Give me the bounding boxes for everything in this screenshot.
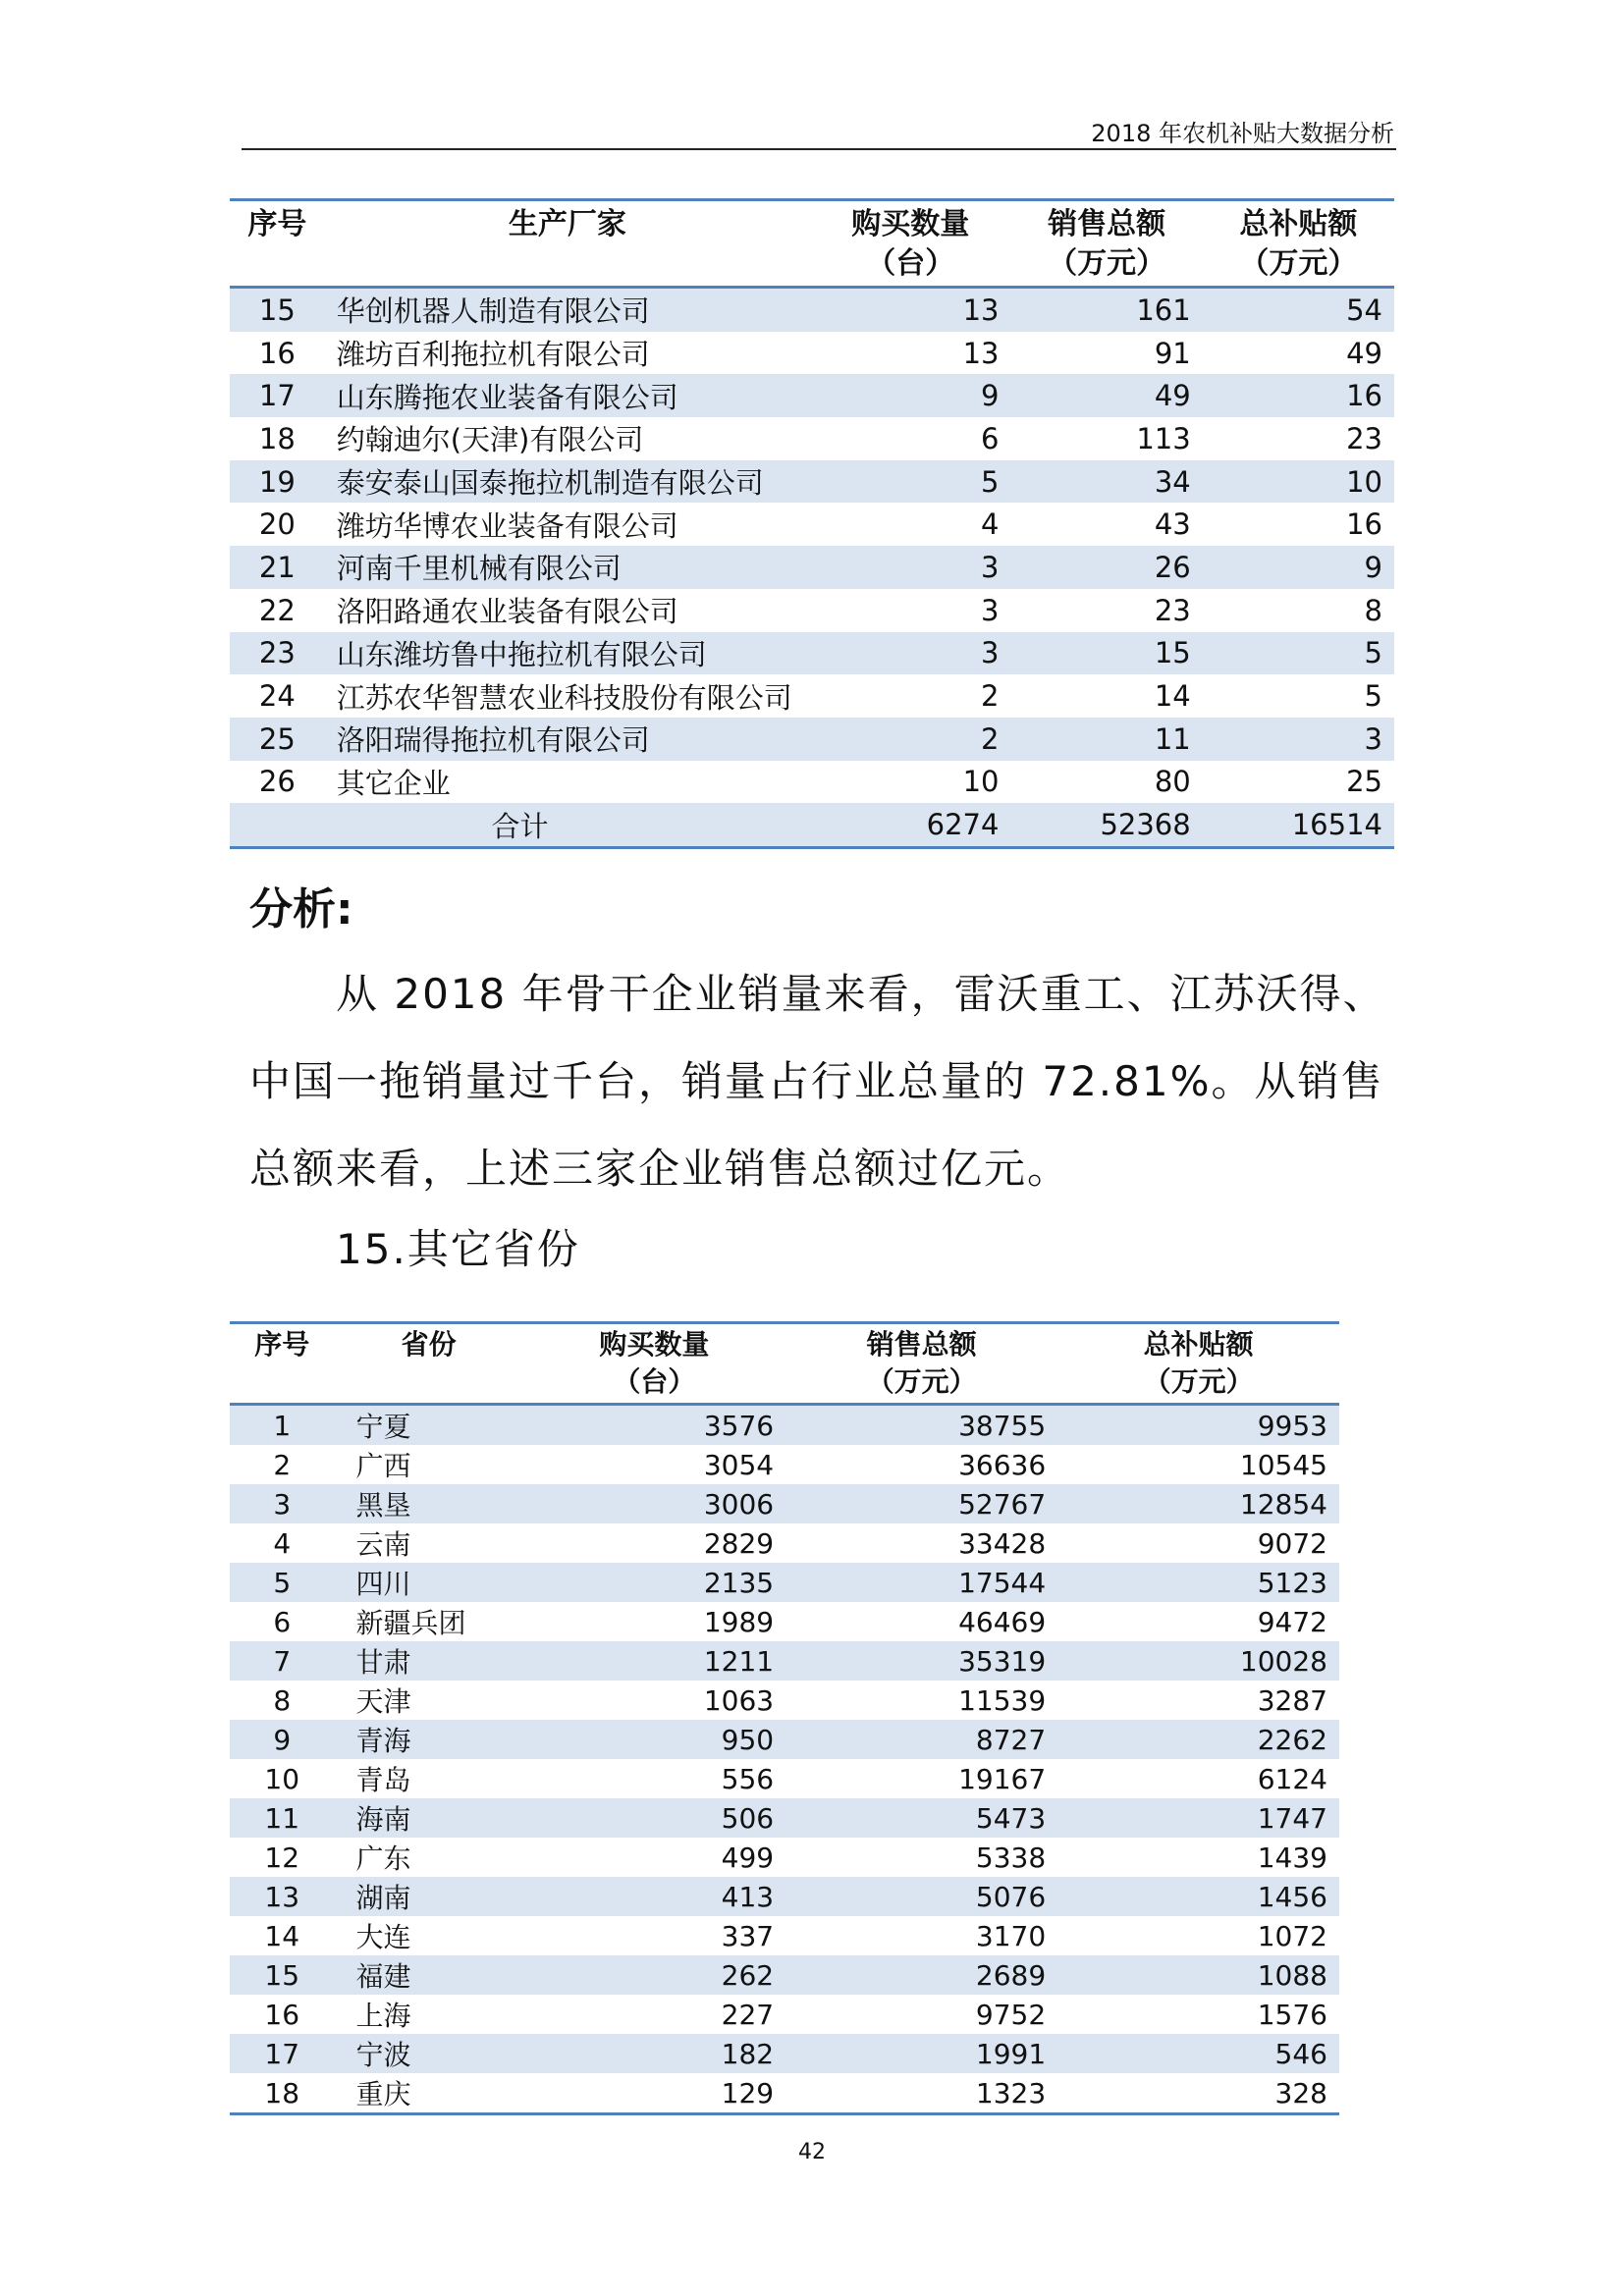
cell-quantity: 1989 [703,1605,775,1638]
cell-sales: 5338 [975,1841,1047,1874]
cell-name: 四川 [355,1568,411,1600]
cell-name: 江苏农华智慧农业科技股份有限公司 [336,680,792,715]
cell-row-number: 14 [264,1919,300,1952]
cell-row-number: 12 [264,1841,300,1874]
cell-quantity: 413 [721,1880,775,1913]
cell-quantity: 129 [721,2076,775,2109]
province-table-body [230,1405,1339,2114]
cell-row-number: 7 [273,1644,292,1678]
cell-subsidy: 8 [1364,593,1382,627]
cell-subsidy: 9072 [1257,1526,1327,1560]
cell-subsidy: 9953 [1257,1409,1327,1442]
cell-name: 山东潍坊鲁中拖拉机有限公司 [336,637,707,671]
cell-name: 潍坊百利拖拉机有限公司 [336,338,650,372]
table-row [230,1523,1339,1563]
cell-sales: 52767 [958,1487,1047,1521]
table-row [230,1955,1339,1995]
cell-row-number: 10 [264,1762,300,1795]
table-row [230,1484,1339,1523]
cell-subsidy: 10028 [1239,1644,1327,1678]
cell-subsidy: 1439 [1257,1841,1327,1874]
cell-sales: 46469 [958,1605,1047,1638]
table-row [230,417,1394,460]
cell-row-number: 3 [273,1487,292,1521]
col-header-no: 序号 [254,1328,310,1361]
cell-name: 华创机器人制造有限公司 [336,294,650,329]
cell-name: 黑垦 [355,1489,411,1522]
cell-quantity: 5 [981,464,1000,499]
cell-subsidy: 328 [1274,2076,1327,2109]
table-row [230,761,1394,804]
cell-sales: 33428 [958,1526,1047,1560]
cell-row-number: 18 [258,421,296,455]
cell-quantity: 6 [981,421,1000,455]
cell-name: 福建 [355,1960,411,1993]
table-row [230,589,1394,632]
cell-sales: 3170 [975,1919,1047,1952]
cell-sales: 1323 [975,2076,1047,2109]
cell-name: 天津 [355,1685,411,1718]
table-row [230,1602,1339,1641]
cell-sales: 1991 [975,2037,1047,2070]
cell-row-number: 5 [273,1566,292,1599]
cell-row-number: 15 [264,1958,300,1992]
cell-quantity: 2829 [703,1526,775,1560]
table-row [230,1838,1339,1877]
table-row [230,2073,1339,2114]
cell-subsidy: 5123 [1257,1566,1327,1599]
province-sales-table [230,1321,1339,2115]
cell-row-number: 6 [273,1605,292,1638]
cell-quantity: 2 [981,721,1000,756]
col-header-quantity: 购买数量 （台） [599,1328,710,1398]
cell-subsidy: 1072 [1257,1919,1327,1952]
cell-quantity: 3054 [703,1448,775,1481]
col-header-subsidy: 总补贴额 （万元） [1239,207,1358,281]
cell-subsidy: 1576 [1257,1998,1327,2031]
cell-sales: 5076 [975,1880,1047,1913]
cell-subsidy: 1456 [1257,1880,1327,1913]
table-row [230,332,1394,375]
manufacturer-table-body [230,288,1394,848]
cell-name: 河南千里机械有限公司 [336,552,622,586]
cell-row-number: 25 [258,721,296,756]
cell-name: 海南 [355,1803,411,1836]
table-row [230,1563,1339,1602]
cell-subsidy: 12854 [1239,1487,1327,1521]
cell-name: 潍坊华博农业装备有限公司 [336,508,678,543]
table-row [230,1405,1339,1446]
cell-sales: 80 [1154,765,1191,799]
cell-name: 湖南 [355,1882,411,1914]
table-row [230,374,1394,417]
cell-sales: 14 [1154,679,1191,714]
cell-sales: 91 [1154,336,1191,370]
analysis-paragraph: 从 2018 年骨干企业销量来看，雷沃重工、江苏沃得、中国一拖销量过千台，销量占行业总量的 72.81%。从销售总额来看，上述三家企业销售总额过亿元。 [249,970,1386,1193]
cell-sales: 23 [1154,593,1191,627]
cell-quantity: 13 [962,293,1000,327]
cell-name: 大连 [355,1921,411,1953]
cell-row-number: 16 [264,1998,300,2031]
table-row [230,503,1394,546]
table-total-row [230,803,1394,847]
cell-quantity: 182 [721,2037,775,2070]
cell-name: 宁夏 [355,1411,411,1443]
cell-quantity: 13 [962,336,1000,370]
col-header-sales: 销售总额 （万元） [1048,207,1166,281]
table-header-row [230,200,1394,288]
table-row [230,1720,1339,1759]
cell-quantity: 3006 [703,1487,775,1521]
col-header-subsidy: 总补贴额 （万元） [1143,1328,1254,1398]
cell-quantity: 2 [981,679,1000,714]
cell-name: 重庆 [355,2078,411,2110]
cell-row-number: 24 [258,679,296,714]
table-row [230,1641,1339,1681]
total-subsidy: 16514 [1291,808,1382,842]
cell-quantity: 227 [721,1998,775,2031]
cell-subsidy: 10545 [1239,1448,1327,1481]
cell-subsidy: 546 [1274,2037,1327,2070]
cell-subsidy: 25 [1346,765,1382,799]
cell-row-number: 17 [264,2037,300,2070]
cell-name: 约翰迪尔(天津)有限公司 [336,423,644,457]
cell-quantity: 10 [962,765,1000,799]
cell-row-number: 17 [258,379,296,413]
cell-name: 宁波 [355,2039,411,2071]
cell-name: 甘肃 [355,1646,411,1679]
cell-subsidy: 10 [1346,464,1382,499]
cell-name: 上海 [355,2000,411,2032]
running-header: 2018 年农机补贴大数据分析 [1091,120,1394,147]
cell-quantity: 950 [721,1723,775,1756]
cell-row-number: 9 [273,1723,292,1756]
cell-row-number: 22 [258,593,296,627]
col-header-sales: 销售总额 （万元） [866,1328,977,1398]
cell-row-number: 8 [273,1683,292,1717]
cell-row-number: 11 [264,1801,300,1835]
cell-quantity: 3576 [703,1409,775,1442]
page-number: 42 [798,2140,826,2164]
cell-subsidy: 49 [1346,336,1382,370]
cell-quantity: 337 [721,1919,775,1952]
col-header-no: 序号 [247,207,307,241]
table-header-row [230,1323,1339,1405]
cell-subsidy: 2262 [1257,1723,1327,1756]
analysis-heading: 分析: [249,884,353,934]
cell-subsidy: 5 [1364,679,1382,714]
cell-row-number: 26 [258,765,296,799]
cell-row-number: 1 [273,1409,292,1442]
cell-name: 山东腾拖农业装备有限公司 [336,380,678,414]
cell-sales: 19167 [958,1762,1047,1795]
cell-subsidy: 3 [1364,721,1382,756]
cell-name: 广西 [355,1450,411,1482]
cell-quantity: 3 [981,636,1000,670]
cell-row-number: 21 [258,550,296,584]
cell-sales: 161 [1136,293,1191,327]
cell-subsidy: 23 [1346,421,1382,455]
cell-quantity: 4 [981,507,1000,542]
cell-row-number: 20 [258,507,296,542]
cell-name: 广东 [355,1842,411,1875]
cell-sales: 15 [1154,636,1191,670]
cell-sales: 17544 [958,1566,1047,1599]
cell-name: 云南 [355,1528,411,1561]
cell-quantity: 3 [981,593,1000,627]
cell-sales: 11539 [958,1683,1047,1717]
cell-row-number: 4 [273,1526,292,1560]
cell-sales: 9752 [975,1998,1047,2031]
cell-name: 其它企业 [336,766,451,800]
table-row [230,546,1394,589]
cell-sales: 5473 [975,1801,1047,1835]
cell-name: 青岛 [355,1764,411,1796]
cell-subsidy: 16 [1346,507,1382,542]
cell-sales: 26 [1154,550,1191,584]
section-heading: 15.其它省份 [336,1225,580,1273]
cell-quantity: 1063 [703,1683,775,1717]
cell-subsidy: 3287 [1257,1683,1327,1717]
table-row [230,632,1394,675]
cell-quantity: 9 [981,379,1000,413]
cell-row-number: 23 [258,636,296,670]
col-header-province: 省份 [401,1328,457,1361]
cell-quantity: 506 [721,1801,775,1835]
table-row [230,460,1394,504]
table-row [230,2034,1339,2073]
cell-name: 青海 [355,1725,411,1757]
cell-row-number: 16 [258,336,296,370]
manufacturer-sales-table [230,198,1394,849]
cell-quantity: 499 [721,1841,775,1874]
cell-subsidy: 6124 [1257,1762,1327,1795]
cell-row-number: 19 [258,464,296,499]
cell-row-number: 2 [273,1448,292,1481]
cell-sales: 113 [1136,421,1191,455]
table-row [230,1916,1339,1955]
table-row [230,288,1394,332]
cell-name: 泰安泰山国泰拖拉机制造有限公司 [336,466,764,501]
cell-name: 洛阳路通农业装备有限公司 [336,595,678,629]
cell-row-number: 18 [264,2076,300,2109]
header-rule [242,148,1396,150]
cell-sales: 11 [1154,721,1191,756]
cell-subsidy: 54 [1346,293,1382,327]
cell-name: 洛阳瑞得拖拉机有限公司 [336,723,650,758]
table-row [230,1445,1339,1484]
table-row [230,1877,1339,1916]
cell-subsidy: 9472 [1257,1605,1327,1638]
cell-sales: 38755 [958,1409,1047,1442]
cell-quantity: 3 [981,550,1000,584]
cell-sales: 43 [1154,507,1191,542]
cell-subsidy: 1088 [1257,1958,1327,1992]
table-row [230,674,1394,718]
total-sales: 52368 [1100,808,1191,842]
cell-name: 新疆兵团 [355,1607,466,1639]
cell-sales: 2689 [975,1958,1047,1992]
col-header-quantity: 购买数量 （台） [851,207,970,281]
cell-row-number: 15 [258,293,296,327]
cell-subsidy: 1747 [1257,1801,1327,1835]
cell-subsidy: 5 [1364,636,1382,670]
cell-sales: 34 [1154,464,1191,499]
cell-subsidy: 16 [1346,379,1382,413]
table-row [230,1681,1339,1720]
total-label: 合计 [491,809,549,843]
cell-sales: 8727 [975,1723,1047,1756]
cell-row-number: 13 [264,1880,300,1913]
cell-sales: 35319 [958,1644,1047,1678]
cell-sales: 36636 [958,1448,1047,1481]
cell-quantity: 262 [721,1958,775,1992]
cell-quantity: 1211 [703,1644,775,1678]
table-row [230,718,1394,761]
table-row [230,1798,1339,1838]
cell-quantity: 556 [721,1762,775,1795]
cell-sales: 49 [1154,379,1191,413]
table-row [230,1759,1339,1798]
table-row [230,1995,1339,2034]
cell-subsidy: 9 [1364,550,1382,584]
cell-quantity: 2135 [703,1566,775,1599]
col-header-manufacturer: 生产厂家 [508,207,626,241]
total-quantity: 6274 [926,808,1000,842]
